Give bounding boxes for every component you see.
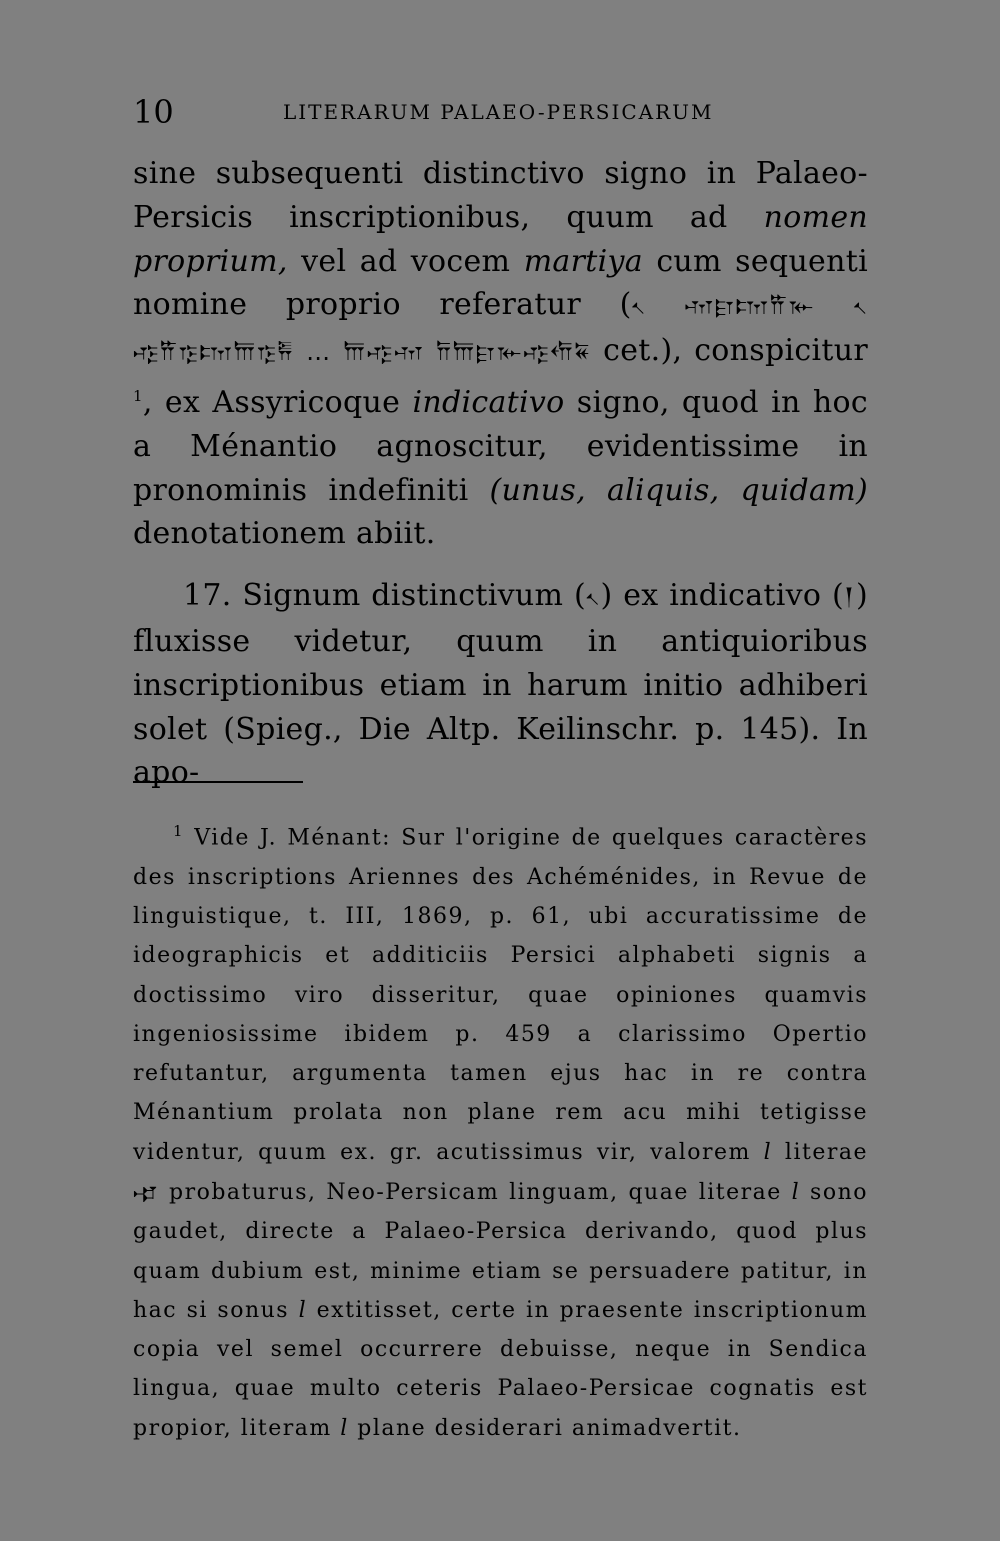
italic-letter: l [763, 1139, 773, 1165]
cuneiform-example: 𐏐 𐎶𐎼𐎫𐎡𐎹 𐏐 𐎺𐎡𐎿𐎫𐎠𐎿𐎱 … 𐎠𐎺𐎶 𐎭𐎠𐎼𐎹𐎺𐎢𐏁 [133, 292, 868, 367]
page-header [133, 92, 868, 132]
italic-term: martiya [523, 243, 643, 279]
text-run: signo, quod in hoc a Ménantio agnoscitur, evidentissime in pronominis indefiniti [133, 384, 868, 508]
text-run: sine subsequenti distinctivo signo in Palaeo-Persicis inscriptionibus, quum ad [133, 156, 868, 235]
text-run: probaturus, Neo-Persicam linguam, quae literae [159, 1180, 792, 1205]
italic-term: nomen proprium, [133, 199, 868, 279]
running-title: LITERARUM PALAEO-PERSICARUM [283, 100, 714, 124]
text-run: Vide J. Ménant: Sur l'origine de quelques caractères des inscriptions Ariennes des Achéménides, in Revue de linguistique, t. III, 1869, p. 61, ubi accuratissime de ideographicis et additiciis Persici alphabeti signis a doctissimo viro disseritur, quae opiniones quamvis ingeniosissime ibidem p. 459 a clarissimo Opertio refutantur, argumenta tamen ejus hac in re contra Ménantium prolata non plane rem acu mihi tetigisse videntur, quum ex. gr. acutissimus vir, valorem [133, 825, 868, 1165]
text-run: plane desiderari animadvertit. [348, 1415, 742, 1441]
text-run: 17. Signum distinctivum ( [183, 578, 586, 614]
paragraph-17 [133, 574, 868, 795]
footnote-marker: 1 [173, 822, 185, 840]
divider-sign: 𐏐 [585, 583, 601, 612]
paragraph-continuation [133, 152, 868, 556]
main-text [133, 152, 868, 795]
text-run: vel ad vocem [287, 243, 524, 279]
text-run: sono gaudet, directe a Palaeo-Persica derivando, quod plus quam dubium est, minime etiam se persuadere patitur, in hac si sonus [133, 1180, 868, 1323]
text-run: ) fluxisse videtur, quum in antiquioribus inscriptionibus etiam in harum initio adhiberi solet (Spieg., Die Altp. Keilinschr. p. 145). In apo- [133, 578, 868, 791]
text-run: literae [772, 1139, 868, 1165]
text-run: , ex Assyricoque [142, 384, 413, 420]
indicative-sign: 𒁹 [844, 583, 856, 612]
footnote-reference: 1 [133, 386, 143, 405]
text-run: cum sequenti nomine proprio referatur ( [133, 243, 868, 323]
italic-term: indicativo [412, 384, 565, 420]
footnote-separator [133, 781, 303, 783]
cuneiform-sign: 𐎾 [133, 1177, 160, 1205]
text-run: cet.), conspicitur [591, 333, 868, 369]
text-run: denotationem abiit. [133, 516, 436, 552]
italic-letter: l [340, 1415, 349, 1441]
text-run: ) ex indicativo ( [600, 578, 844, 614]
italic-letter: l [791, 1180, 801, 1205]
italic-letter: l [298, 1297, 308, 1323]
italic-term: (unus, aliquis, quidam) [489, 472, 868, 508]
page-number: 10 [133, 93, 174, 131]
footnote [133, 812, 868, 1448]
text-run: extitisset, certe in praesente inscriptionum copia vel semel occurrere debuisse, neque in Sendica lingua, quae multo ceteris Palaeo-Persicae cognatis est propior, literam [133, 1297, 869, 1441]
footnote-text [133, 812, 868, 1448]
